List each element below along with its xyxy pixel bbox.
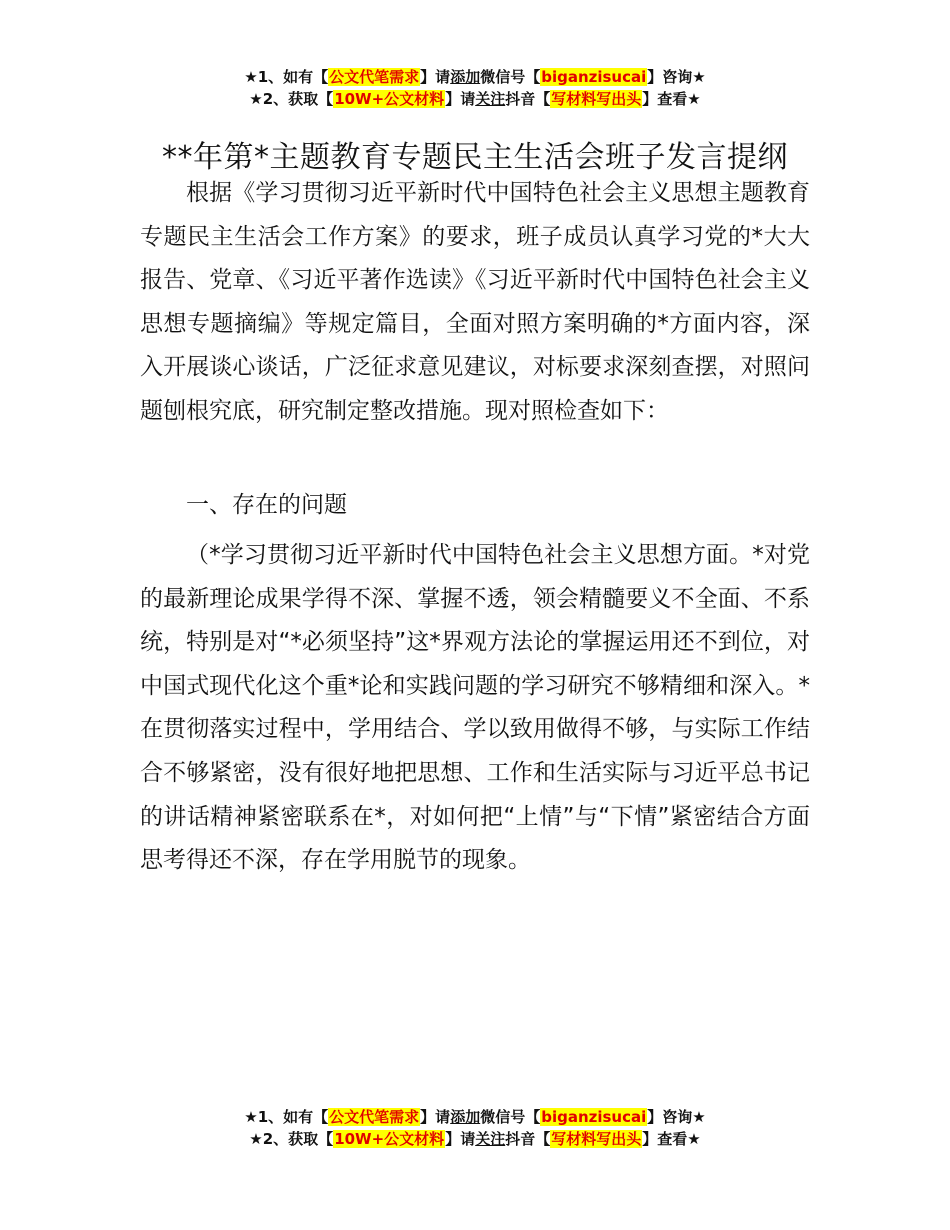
footer-banner [0, 1106, 950, 1150]
banner-highlight: biganzisucai [541, 68, 647, 86]
banner-line-2 [0, 88, 950, 110]
banner-text: ★2、获取【 [249, 1130, 334, 1148]
banner-text: 】请 [445, 1130, 476, 1148]
banner-text: ★1、如有【 [244, 68, 329, 86]
banner-highlight: biganzisucai [541, 1108, 647, 1126]
banner-underlined-text: 添加 [450, 1108, 481, 1126]
paragraph-text: （*学习贯彻习近平新时代中国特色社会主义思想方面。*对党的最新理论成果学得不深、掌握不透，领会精髓要义不全面、不系统，特别是对“*必须坚持”这*界观方法论的掌握运用还不到位，对中国式现代化这个重*论和实践问题的学习研究不够精细和深入。*在贯彻落实过程中，学用结合、学以致用做得不够，与实际工作结合不够紧密，没有很好地把思想、工作和生活实际与习近平总书记的讲话精神紧密联系在*，对如何把“上情”与“下情”紧密结合方面思考得还不深，存在学用脱节的现象。 [140, 542, 810, 874]
banner-text: 微信号【 [480, 68, 541, 86]
banner-text: 】请 [445, 90, 476, 108]
banner-text: ★2、获取【 [249, 90, 334, 108]
banner-text: 微信号【 [480, 1108, 541, 1126]
banner-highlight: 10W+公文材料 [334, 90, 445, 108]
section-heading-text: 一、存在的问题 [186, 492, 347, 518]
banner-highlight: 写材料写出头 [551, 1130, 642, 1148]
banner-underlined-text: 关注 [475, 90, 506, 108]
banner-highlight: 公文代笔需求 [329, 1108, 420, 1126]
banner-text: 】查看★ [642, 1130, 701, 1148]
banner-text: 抖音【 [505, 1130, 551, 1148]
document-title: **年第*主题教育专题民主生活会班子发言提纲 [162, 140, 788, 176]
banner-text: 】请 [420, 1108, 451, 1126]
section-heading [140, 484, 810, 528]
banner-highlight: 写材料写出头 [551, 90, 642, 108]
banner-highlight: 10W+公文材料 [334, 1130, 445, 1148]
banner-line-1 [0, 66, 950, 88]
header-banner [0, 66, 950, 110]
banner-text: 】查看★ [642, 90, 701, 108]
banner-text: 抖音【 [505, 90, 551, 108]
banner-text: ★1、如有【 [244, 1108, 329, 1126]
banner-text: 】咨询★ [647, 68, 706, 86]
banner-line-2 [0, 1128, 950, 1150]
paragraph-text: 根据《学习贯彻习近平新时代中国特色社会主义思想主题教育专题民主生活会工作方案》的要求，班子成员认真学习党的*大大报告、党章、《习近平著作选读》《习近平新时代中国特色社会主义思想专题摘编》等规定篇目，全面对照方案明确的*方面内容，深入开展谈心谈话，广泛征求意见建议，对标要求深刻查摆，对照问题刨根究底，研究制定整改措施。现对照检查如下： [140, 180, 810, 424]
banner-text: 】咨询★ [647, 1108, 706, 1126]
body-paragraph-intro [140, 172, 810, 434]
banner-highlight: 公文代笔需求 [329, 68, 420, 86]
body-paragraph-issues [140, 534, 810, 883]
banner-text: 】请 [420, 68, 451, 86]
banner-underlined-text: 关注 [475, 1130, 506, 1148]
banner-line-1 [0, 1106, 950, 1128]
banner-underlined-text: 添加 [450, 68, 481, 86]
